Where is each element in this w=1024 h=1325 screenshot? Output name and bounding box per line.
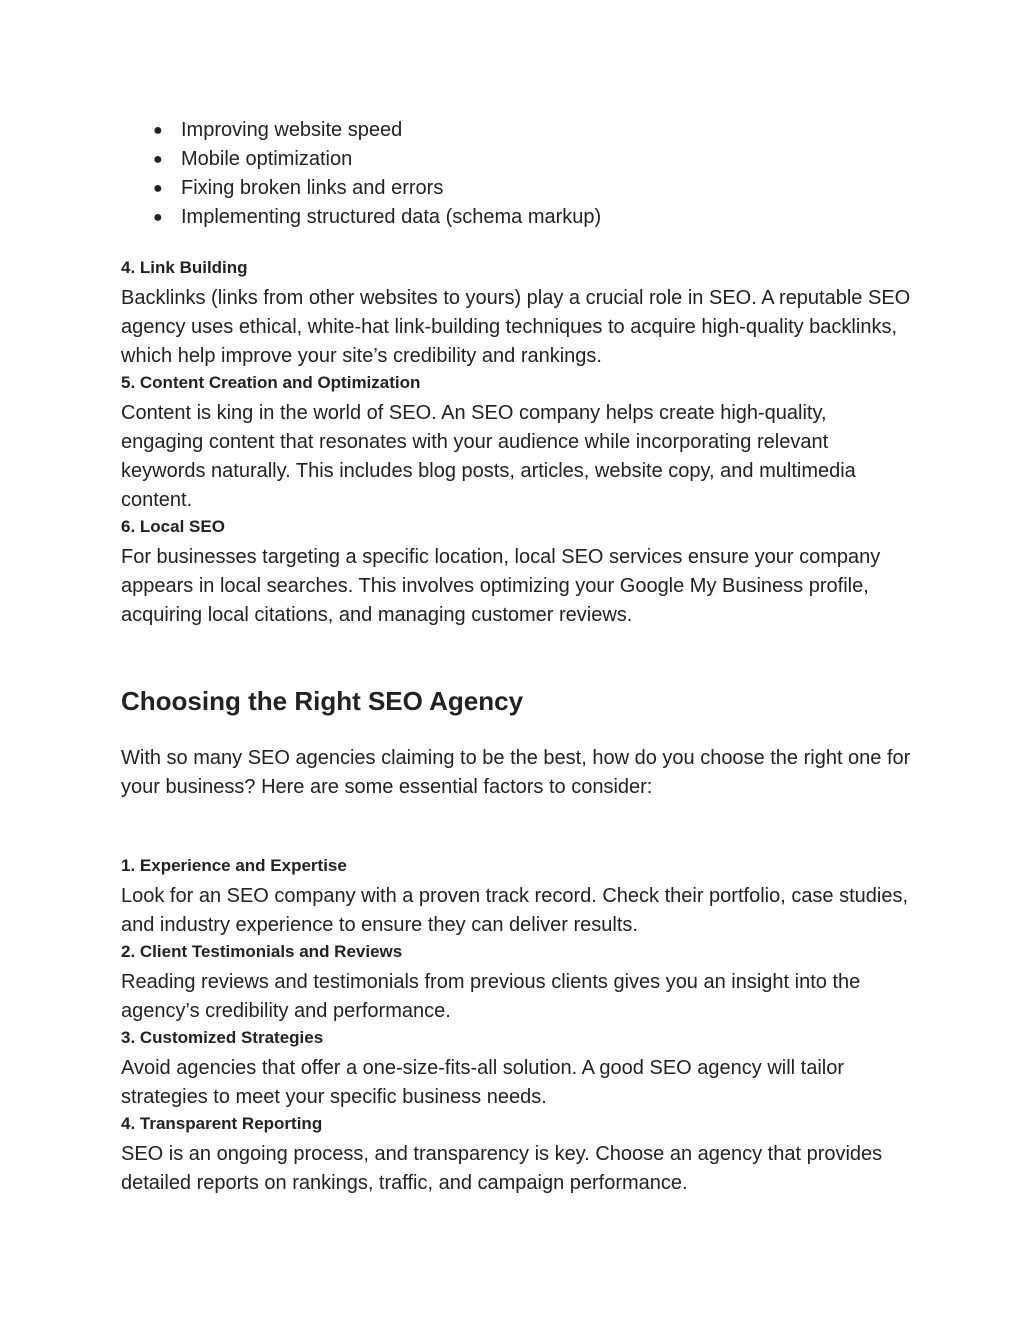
service-body-link-building: Backlinks (links from other websites to yours) play a crucial role in SEO. A reputable SEO agency uses ethical, white-hat link-building techniques to acquire high-quality backlinks, which help improve your site’s credibility and rankings.: [121, 287, 911, 367]
bullet-icon: ●: [153, 209, 163, 226]
list-item: ● Implementing structured data (schema markup): [121, 203, 911, 232]
service-body-content-creation: Content is king in the world of SEO. An SEO company helps create high-quality, engaging content that resonates with your audience while incorporating relevant keywords naturally. This includes blog posts, articles, website copy, and multimedia content.: [121, 402, 856, 511]
bullet-icon: ●: [153, 122, 163, 139]
list-item: ● Improving website speed: [121, 116, 911, 145]
section-intro: With so many SEO agencies claiming to be the best, how do you choose the right one for your business? Here are some essential factors to consider:: [121, 747, 911, 798]
factor-heading-experience: 1. Experience and Expertise: [121, 856, 347, 875]
factor-heading-testimonials: 2. Client Testimonials and Reviews: [121, 942, 403, 961]
list-item: ● Fixing broken links and errors: [121, 174, 911, 203]
document-page: [121, 116, 911, 1198]
service-heading-local-seo: 6. Local SEO: [121, 517, 225, 536]
factor-body-customized: Avoid agencies that offer a one-size-fits-all solution. A good SEO agency will tailor strategies to meet your specific business needs.: [121, 1057, 844, 1108]
factor-body-experience: Look for an SEO company with a proven track record. Check their portfolio, case studies, and industry experience to ensure they can deliver results.: [121, 885, 909, 936]
service-heading-link-building: 4. Link Building: [121, 258, 248, 277]
bullet-icon: ●: [153, 180, 163, 197]
factor-body-reporting: SEO is an ongoing process, and transparency is key. Choose an agency that provides detailed reports on rankings, traffic, and campaign performance.: [121, 1143, 883, 1194]
service-heading-content-creation: 5. Content Creation and Optimization: [121, 373, 421, 392]
technical-seo-list: [121, 116, 911, 232]
factor-heading-reporting: 4. Transparent Reporting: [121, 1114, 323, 1133]
factor-heading-customized: 3. Customized Strategies: [121, 1028, 324, 1047]
service-body-local-seo: For businesses targeting a specific location, local SEO services ensure your company appears in local searches. This involves optimizing your Google My Business profile, acquiring local citations, and managing customer reviews.: [121, 546, 881, 626]
section-title: Choosing the Right SEO Agency: [121, 686, 524, 716]
list-item: ● Mobile optimization: [121, 145, 911, 174]
bullet-icon: ●: [153, 151, 163, 168]
factor-body-testimonials: Reading reviews and testimonials from previous clients gives you an insight into the agency’s credibility and performance.: [121, 971, 861, 1022]
